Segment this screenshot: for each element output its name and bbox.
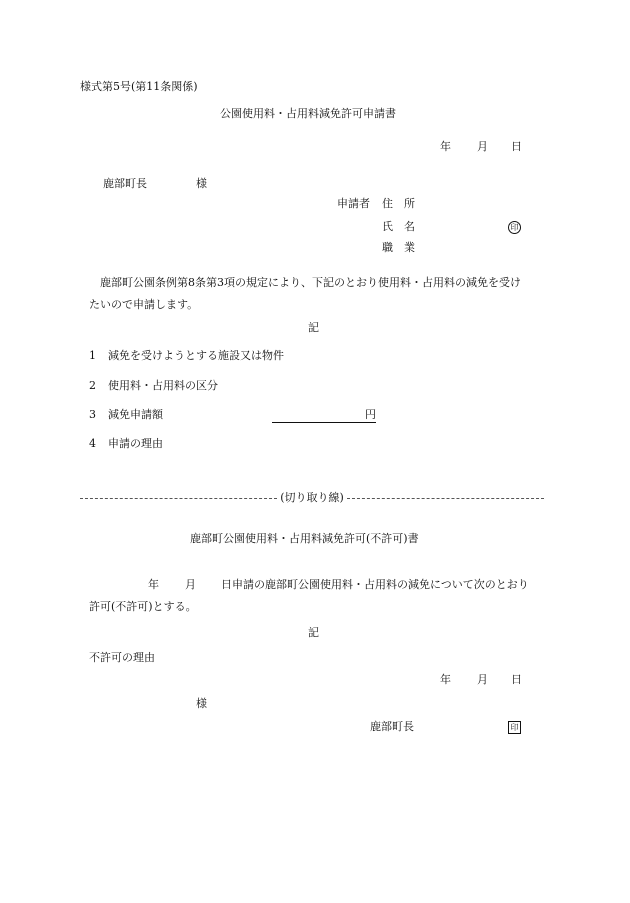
- item-number: 1: [89, 349, 96, 362]
- addressee: 鹿部町長: [103, 177, 147, 190]
- reason-label: 不許可の理由: [89, 651, 155, 664]
- permit-body-line1: 日申請の鹿部町公園使用料・占用料の減免について次のとおり: [221, 578, 529, 591]
- address-label: 住 所: [382, 197, 415, 210]
- permit-body-month: 月: [185, 578, 196, 591]
- addressee-honorific: 様: [196, 177, 207, 190]
- cut-line-label: (切り取り線): [280, 491, 344, 504]
- yen-unit: 円: [365, 408, 376, 421]
- permit-date-day: 日: [511, 673, 522, 686]
- issuer-seal: [508, 720, 521, 734]
- ki-heading: 記: [308, 321, 319, 334]
- application-body-line2: たいので申請します。: [89, 298, 199, 311]
- item-number: 4: [89, 437, 96, 450]
- issuer: 鹿部町長: [370, 720, 414, 733]
- permit-date-month: 月: [477, 673, 488, 686]
- name-label: 氏 名: [382, 220, 415, 233]
- application-body-line1: 鹿部町公園条例第8条第3項の規定により、下記のとおり使用料・占用料の減免を受け: [100, 276, 521, 289]
- application-title: 公園使用料・占用料減免許可申請書: [220, 107, 396, 120]
- permit-body-line2: 許可(不許可)とする。: [89, 600, 197, 613]
- date-month: 月: [477, 140, 488, 153]
- permit-ki-heading: 記: [308, 626, 319, 639]
- item-text: 減免を受けようとする施設又は物件: [108, 349, 284, 362]
- cut-line-dashes: [347, 498, 544, 499]
- date-day: 日: [511, 140, 522, 153]
- form-number: 様式第5号(第11条関係): [80, 80, 198, 93]
- permit-date-year: 年: [440, 673, 451, 686]
- seal-icon: 印: [508, 721, 521, 734]
- item-text: 減免申請額: [108, 408, 163, 421]
- item-number: 2: [89, 379, 96, 392]
- cut-line: [80, 491, 544, 505]
- item-number: 3: [89, 408, 96, 421]
- cut-line-dashes: [80, 498, 277, 499]
- permit-body-year: 年: [148, 578, 159, 591]
- applicant-label: 申請者: [337, 197, 370, 210]
- seal-mark: [508, 220, 521, 234]
- permit-title: 鹿部町公園使用料・占用料減免許可(不許可)書: [190, 532, 419, 545]
- date-year: 年: [440, 140, 451, 153]
- permit-honorific: 様: [196, 697, 207, 710]
- occupation-label: 職 業: [382, 241, 415, 254]
- item-text: 使用料・占用料の区分: [108, 379, 218, 392]
- amount-field[interactable]: [272, 408, 376, 423]
- seal-icon: 印: [508, 221, 521, 234]
- item-text: 申請の理由: [108, 437, 163, 450]
